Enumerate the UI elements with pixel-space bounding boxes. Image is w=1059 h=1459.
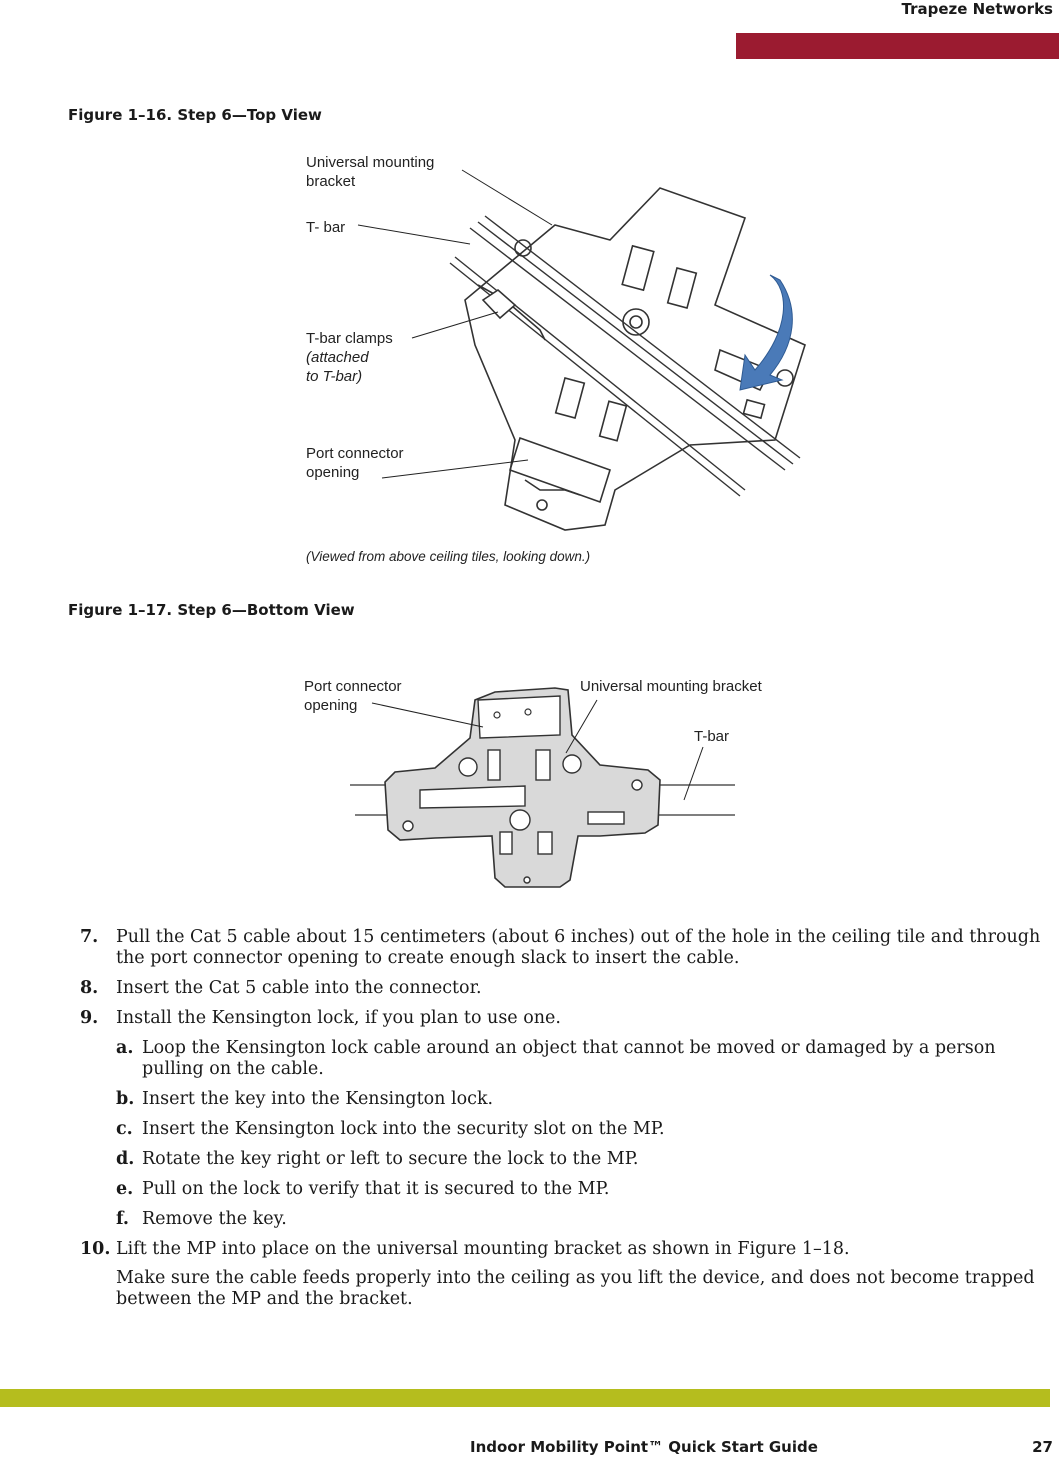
step-9 [80,1008,1055,1029]
substep-f [80,1209,1055,1230]
page-number: 27 [1032,1438,1053,1456]
fig16-label-bracket: Universal mounting bracket [306,154,435,190]
substep-letter: c. [116,1119,133,1139]
substep-text: Remove the key. [142,1209,287,1229]
figure-16-caption: Figure 1–16. Step 6—Top View [68,106,322,124]
figure-17-caption: Figure 1–17. Step 6—Bottom View [68,601,355,619]
step-number: 10. [80,1239,111,1259]
substep-letter: e. [116,1179,134,1199]
substep-text: Pull on the lock to verify that it is secured to the MP. [142,1179,610,1199]
figure-16-illustration [0,0,1059,580]
substep-b [80,1089,1055,1110]
substep-letter: a. [116,1038,134,1058]
procedure-steps [80,927,1055,1319]
step-8 [80,978,1055,999]
fig16-label-port: Port connector opening [306,445,404,481]
fig17-label-bracket: Universal mounting bracket [580,678,762,695]
step-7 [80,927,1055,969]
figure-17-illustration [0,600,1059,900]
substep-text: Insert the Kensington lock into the security slot on the MP. [142,1119,665,1139]
substep-text: Rotate the key right or left to secure the lock to the MP. [142,1149,639,1169]
footer-title: Indoor Mobility Point™ Quick Start Guide [470,1438,818,1456]
header-company: Trapeze Networks [901,0,1053,18]
substep-c [80,1119,1055,1140]
step-text: Pull the Cat 5 cable about 15 centimeters (about 6 inches) out of the hole in the ceiling tile and through the port connector opening to create enough slack to insert the cable. [116,927,1041,968]
substep-e [80,1179,1055,1200]
substep-letter: d. [116,1149,135,1169]
substep-letter: b. [116,1089,135,1109]
substep-a [80,1038,1055,1080]
step-text: Insert the Cat 5 cable into the connector. [116,978,482,998]
step-number: 9. [80,1008,99,1028]
fig17-label-tbar: T-bar [694,728,730,745]
step-10-note: Make sure the cable feeds properly into the ceiling as you lift the device, and does not become trapped between the MP and the bracket. [116,1268,1035,1309]
step-10 [80,1239,1055,1310]
footer-accent-bar [0,1389,1050,1407]
substep-d [80,1149,1055,1170]
fig16-label-clamps-note: (attached to T-bar) [306,349,369,385]
substep-letter: f. [116,1209,129,1229]
step-text: Lift the MP into place on the universal mounting bracket as shown in Figure 1–18. [116,1239,850,1259]
fig17-label-port: Port connector opening [304,678,402,714]
substep-text: Loop the Kensington lock cable around an object that cannot be moved or damaged by a person pulling on the cable. [142,1038,996,1079]
step-number: 7. [80,927,99,947]
fig16-label-tbar: T- bar [306,219,346,236]
fig16-note: (Viewed from above ceiling tiles, looking down.) [306,549,591,564]
step-number: 8. [80,978,99,998]
substep-text: Insert the key into the Kensington lock. [142,1089,494,1109]
step-text: Install the Kensington lock, if you plan to use one. [116,1008,561,1028]
fig16-label-clamps: T-bar clamps [306,330,393,347]
